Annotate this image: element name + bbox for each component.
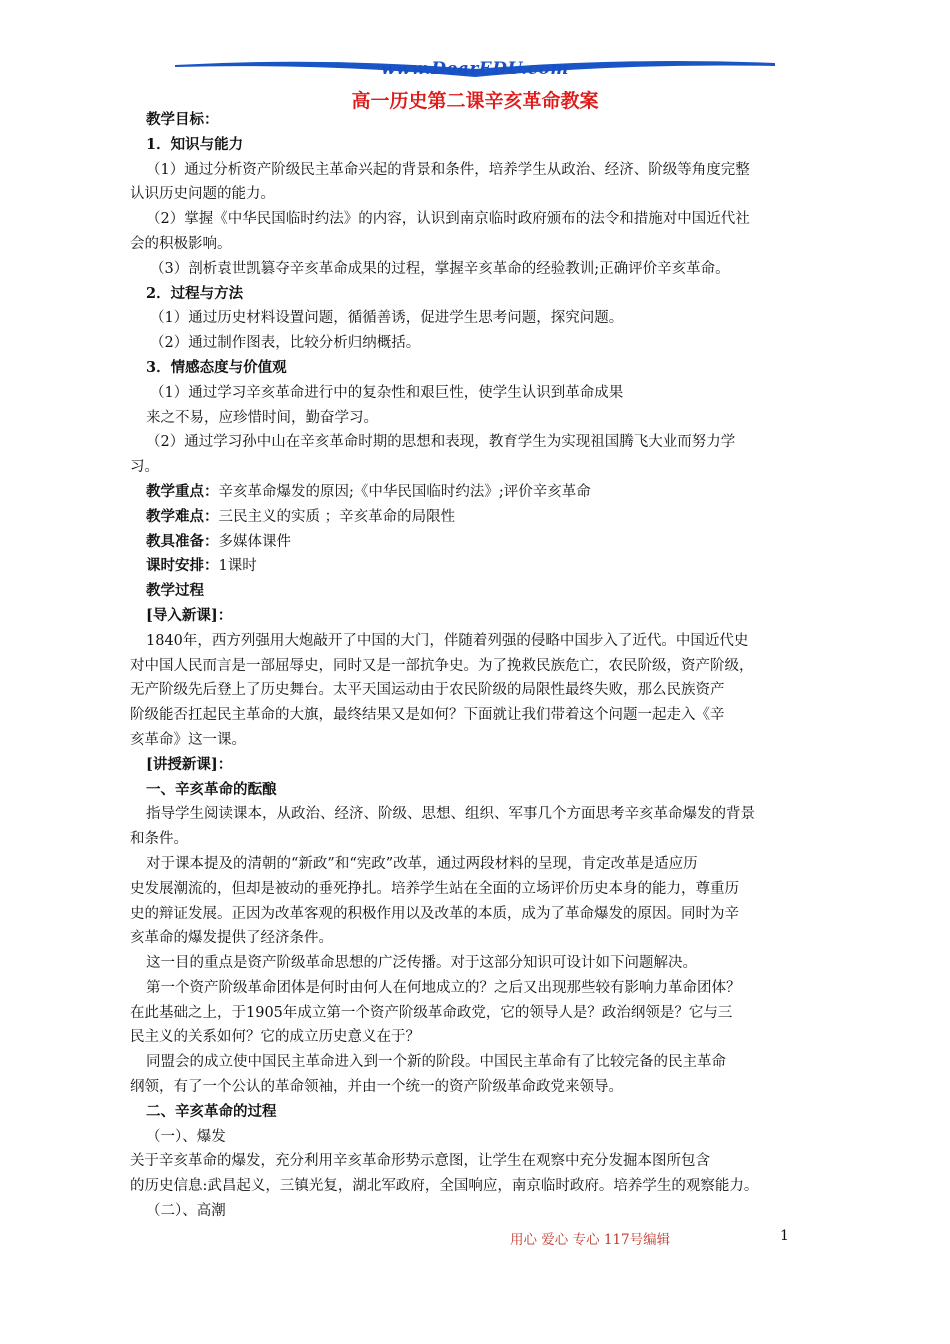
difficulties-text: 三民主义的实质 ；辛亥革命的局限性 — [218, 508, 456, 525]
difficulties-label: 教学难点： — [146, 507, 219, 525]
page-number: 1 — [780, 1228, 789, 1244]
materials-label: 教具准备： — [146, 532, 219, 550]
paragraph-line: 来之不易，应珍惜时间，勤奋学习。 — [146, 409, 378, 426]
key-points-label: 教学重点： — [146, 482, 219, 500]
difficulties-line — [130, 505, 830, 530]
paragraph-line: 史发展潮流的，但却是被动的垂死挣扎。培养学生站在全面的立场评价历史本身的能力，尊重历 — [130, 880, 739, 897]
section-heading: 教学目标： — [146, 111, 219, 128]
paragraph-line: 的历史信息:武昌起义，三镇光复，湖北军政府，全国响应，南京临时政府。培养学生的观察能力。 — [130, 1178, 759, 1195]
paragraph-line: （1）通过分析资产阶级民主革命兴起的背景和条件，培养学生从政治、经济、阶级等角度完整 — [146, 161, 750, 178]
paragraph-line: 和条件。 — [130, 831, 188, 848]
paragraph-line: （2）通过学习孙中山在辛亥革命时期的思想和表现，教育学生为实现祖国腾飞大业而努力学 — [146, 434, 736, 451]
section-heading: [导入新课]： — [146, 606, 233, 624]
paragraph-line: 纲领，有了一个公认的革命领袖，并由一个统一的资产阶级革命政党来领导。 — [130, 1079, 623, 1096]
paragraph-line: （1）通过历史材料设置问题，循循善诱，促进学生思考问题，探究问题。 — [150, 310, 624, 327]
section-heading: 教学过程 — [146, 582, 204, 600]
section-heading: [讲授新课]： — [146, 755, 233, 773]
paragraph-line: 阶级能否扛起民主革命的大旗，最终结果又是如何？下面就让我们带着这个问题一起走入《辛 — [130, 707, 725, 724]
paragraph-line: 会的积极影响。 — [130, 235, 232, 252]
sub-heading: 2．过程与方法 — [146, 284, 244, 302]
materials-text: 多媒体课件 — [218, 533, 291, 550]
paragraph-line: 这一目的重点是资产阶级革命思想的广泛传播。对于这部分知识可设计如下问题解决。 — [146, 955, 697, 972]
key-points-text: 辛亥革命爆发的原因;《中华民国临时约法》;评价辛亥革命 — [218, 483, 591, 500]
paragraph-line: 习。 — [130, 459, 159, 476]
paragraph-line: 对于课本提及的清朝的“新政”和“宪政”改革，通过两段材料的呈现，肯定改革是适应历 — [146, 855, 698, 872]
paragraph-line: 对中国人民而言是一部屈辱史，同时又是一部抗争史。为了挽救民族危亡，农民阶级，资产阶级， — [130, 657, 754, 674]
schedule-text: 1课时 — [218, 558, 257, 575]
paragraph-line: （1）通过学习辛亥革命进行中的复杂性和艰巨性，使学生认识到革命成果 — [150, 384, 624, 401]
materials-line — [130, 530, 830, 555]
paragraph-line: 认识历史问题的能力。 — [130, 186, 275, 203]
paragraph-line: 指导学生阅读课本，从政治、经济、阶级、思想、组织、军事几个方面思考辛亥革命爆发的背景 — [146, 806, 755, 823]
footer-text: 用心 爱心 专心 117号编辑 — [510, 1232, 671, 1248]
paragraph-line: 史的辩证发展。正因为改革客观的积极作用以及改革的本质，成为了革命爆发的原因。同时为辛 — [130, 905, 739, 922]
paragraph-line: 关于辛亥革命的爆发，充分利用辛亥革命形势示意图，让学生在观察中充分发掘本图所包含 — [130, 1153, 710, 1170]
paragraph-line: 民主义的关系如何？它的成立历史意义在于？ — [130, 1029, 420, 1046]
site-banner — [175, 55, 775, 87]
paragraph-line: 同盟会的成立使中国民主革命进入到一个新的阶段。中国民主革命有了比较完备的民主革命 — [146, 1054, 726, 1071]
paragraph-line: 亥革命》这一课。 — [130, 731, 246, 748]
schedule-label: 课时安排： — [146, 557, 219, 575]
paragraph-line: （2）掌握《中华民国临时约法》的内容，认识到南京临时政府颁布的法令和措施对中国近代社 — [146, 211, 750, 228]
sub-heading: （一）、爆发 — [146, 1128, 226, 1145]
section-heading: 一、辛亥革命的酝酿 — [146, 780, 277, 798]
sub-heading: 1．知识与能力 — [146, 135, 244, 153]
paragraph-line: 亥革命的爆发提供了经济条件。 — [130, 930, 333, 947]
document-body — [130, 108, 830, 1224]
schedule-line — [130, 554, 830, 579]
key-points-line — [130, 480, 830, 505]
paragraph-line: 无产阶级先后登上了历史舞台。太平天国运动由于农民阶级的局限性最终失败，那么民族资产 — [130, 682, 725, 699]
paragraph-line: （2）通过制作图表，比较分析归纳概括。 — [150, 335, 421, 352]
paragraph-line: 第一个资产阶级革命团体是何时由何人在何地成立的？之后又出现那些较有影响力革命团体？ — [146, 979, 741, 996]
site-url[interactable]: www.DearEDU.com — [381, 59, 569, 79]
paragraph-line: 在此基础之上，于1905年成立第一个资产阶级革命政党，它的领导人是？政治纲领是？它与三 — [130, 1004, 733, 1021]
sub-heading: （二）、高潮 — [146, 1203, 226, 1220]
paragraph-line: 1840年，西方列强用大炮敲开了中国的大门，伴随着列强的侵略中国步入了近代。中国近代史 — [146, 632, 749, 649]
section-heading: 二、辛亥革命的过程 — [146, 1102, 277, 1120]
sub-heading: 3．情感态度与价值观 — [146, 358, 287, 376]
page-title: 高一历史第二课辛亥革命教案 — [351, 90, 599, 112]
paragraph-line: （3）剖析袁世凯篡夺辛亥革命成果的过程，掌握辛亥革命的经验教训;正确评价辛亥革命。 — [150, 260, 730, 277]
